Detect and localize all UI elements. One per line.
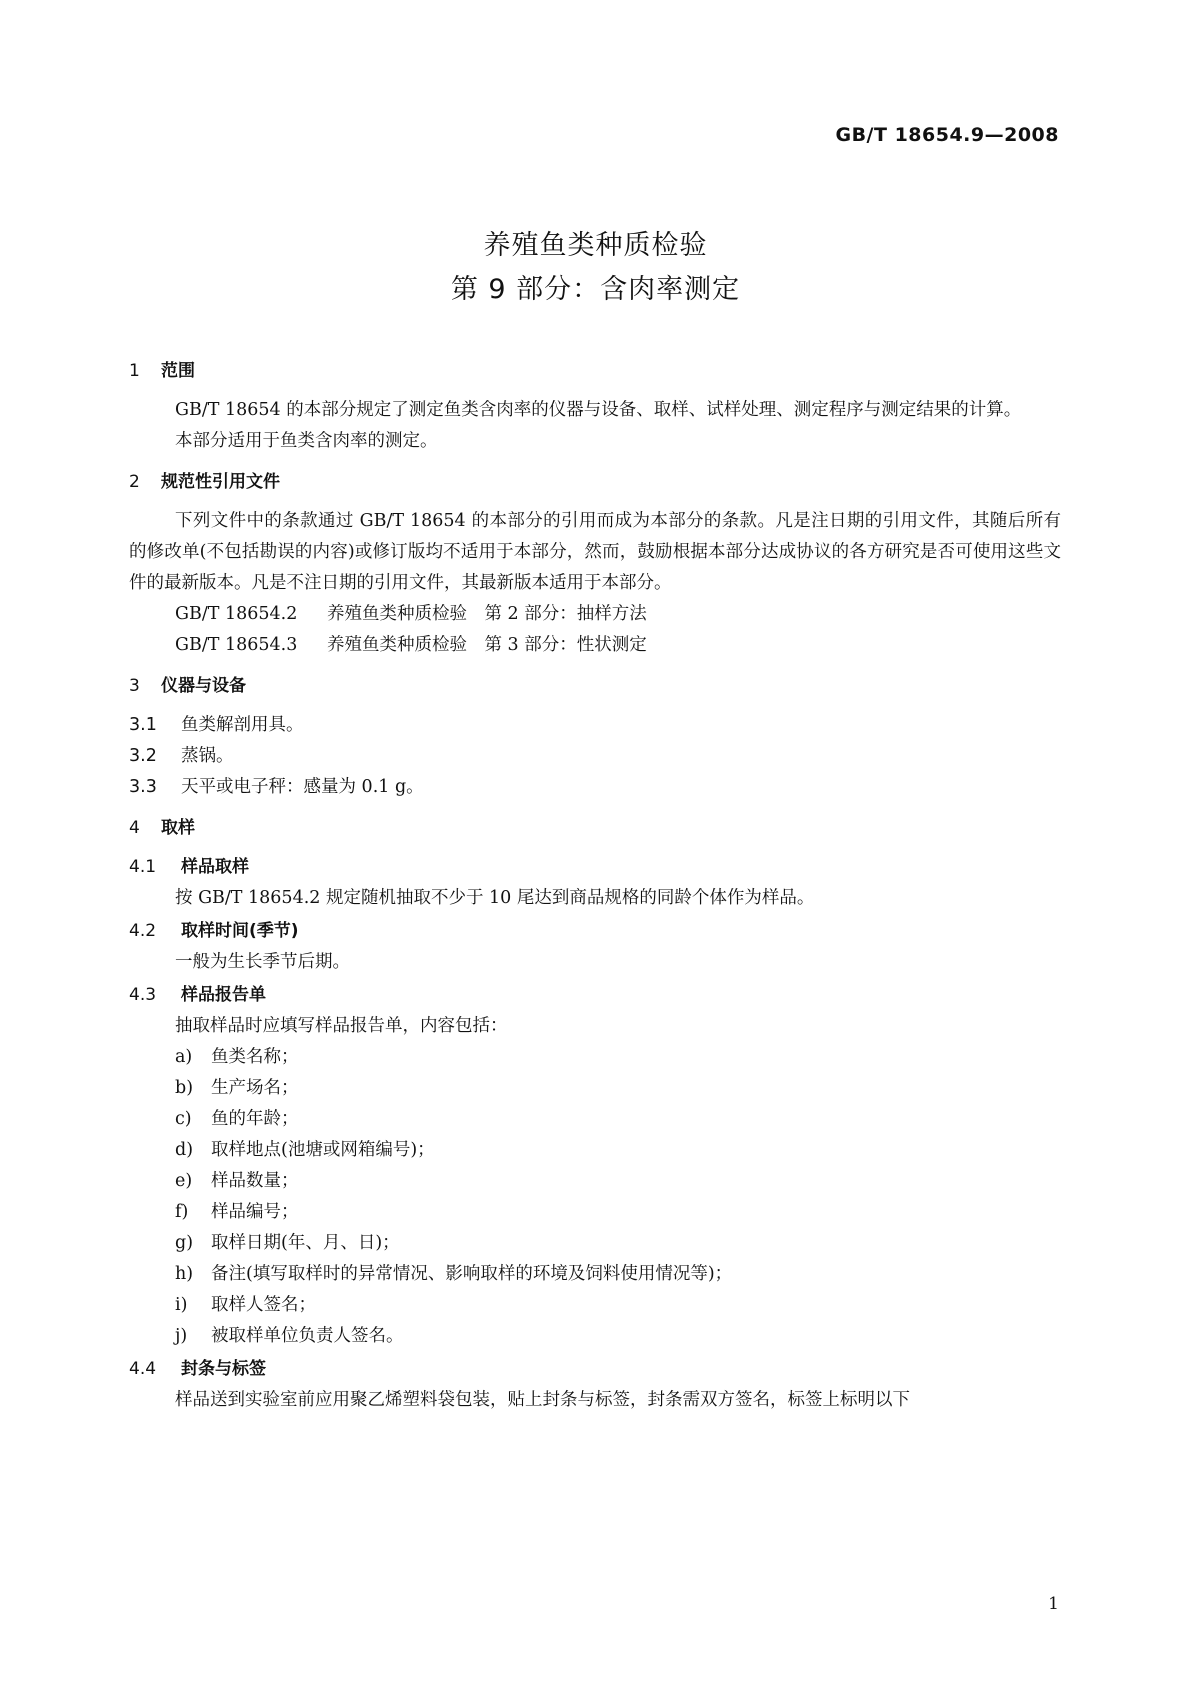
clause-number: 4.1: [129, 857, 157, 877]
clause-text: 天平或电子秤：感量为 0.1 g。: [181, 777, 424, 797]
list-marker: c): [175, 1109, 192, 1129]
paragraph: 本部分适用于鱼类含肉率的测定。: [175, 431, 438, 451]
list-item: [129, 1104, 1061, 1135]
document-title: [0, 224, 1191, 312]
list-text: 样品数量；: [211, 1171, 299, 1191]
normative-reference: [129, 630, 1061, 661]
section-number: 3: [129, 676, 140, 696]
paragraph: 下列文件中的条款通过 GB/T 18654 的本部分的引用而成为本部分的条款。凡是注日期的引用文件，其随后所有的修改单(不包括勘误的内容)或修订版均不适用于本部分，然而，鼓励根据本部分达成协议的各方研究是否可使用这些文件的最新版本。凡是不注日期的引用文件，其最新版本适用于本部分。: [129, 511, 1061, 593]
section-title: 范围: [161, 361, 195, 381]
paragraph: 抽取样品时应填写样品报告单，内容包括：: [175, 1016, 508, 1036]
clause-text: 蒸锅。: [181, 746, 234, 766]
list-text: 生产场名；: [211, 1078, 299, 1098]
list-marker: j): [175, 1326, 188, 1346]
list-item: [129, 1135, 1061, 1166]
list-text: 取样人签名；: [211, 1295, 316, 1315]
clause-number: 4.2: [129, 921, 157, 941]
list-item: [129, 1259, 1061, 1290]
list-item: [129, 1073, 1061, 1104]
section-title: 仪器与设备: [161, 676, 246, 696]
page-number: 1: [1048, 1594, 1059, 1614]
clause-number: 3.1: [129, 715, 157, 735]
normative-reference: [129, 599, 1061, 630]
list-item: [129, 1166, 1061, 1197]
clause-number: 3.3: [129, 777, 157, 797]
list-item: [129, 1290, 1061, 1321]
list-text: 鱼类名称；: [211, 1047, 299, 1067]
reference-title: 养殖鱼类种质检验 第 2 部分：抽样方法: [327, 604, 647, 624]
equipment-item: [129, 710, 1061, 741]
equipment-item: [129, 772, 1061, 803]
section-3-heading: [129, 671, 1061, 702]
subsection-4-1-heading: [129, 852, 1061, 883]
list-marker: h): [175, 1264, 194, 1284]
list-item: [129, 1197, 1061, 1228]
subsection-4-4-heading: [129, 1354, 1061, 1385]
list-marker: g): [175, 1233, 194, 1253]
standard-code: GB/T 18654.9—2008: [835, 124, 1059, 146]
list-text: 取样地点(池塘或网箱编号)；: [211, 1140, 435, 1160]
subsection-title: 封条与标签: [181, 1359, 266, 1379]
section-2-heading: [129, 467, 1061, 498]
section-4-heading: [129, 813, 1061, 844]
list-marker: d): [175, 1140, 194, 1160]
clause-number: 4.3: [129, 985, 157, 1005]
document-body: [129, 356, 1061, 1416]
list-text: 备注(填写取样时的异常情况、影响取样的环境及饲料使用情况等)；: [211, 1264, 733, 1284]
section-title: 规范性引用文件: [161, 472, 280, 492]
equipment-item: [129, 741, 1061, 772]
paragraph: 一般为生长季节后期。: [175, 952, 350, 972]
section-title: 取样: [161, 818, 195, 838]
list-item: [129, 1321, 1061, 1352]
paragraph: 样品送到实验室前应用聚乙烯塑料袋包装，贴上封条与标签，封条需双方签名，标签上标明以下: [175, 1390, 910, 1410]
clause-text: 鱼类解剖用具。: [181, 715, 304, 735]
list-text: 取样日期(年、月、日)；: [211, 1233, 400, 1253]
paragraph: GB/T 18654 的本部分规定了测定鱼类含肉率的仪器与设备、取样、试样处理、测定程序与测定结果的计算。: [175, 400, 1022, 420]
list-text: 样品编号；: [211, 1202, 299, 1222]
subsection-4-2-heading: [129, 916, 1061, 947]
section-1-heading: [129, 356, 1061, 387]
reference-code: GB/T 18654.3: [175, 635, 298, 655]
subsection-4-3-heading: [129, 980, 1061, 1011]
list-item: [129, 1228, 1061, 1259]
list-text: 被取样单位负责人签名。: [211, 1326, 404, 1346]
subsection-title: 样品取样: [181, 857, 249, 877]
list-marker: f): [175, 1202, 189, 1222]
reference-code: GB/T 18654.2: [175, 604, 298, 624]
reference-title: 养殖鱼类种质检验 第 3 部分：性状测定: [327, 635, 647, 655]
section-number: 1: [129, 361, 140, 381]
list-marker: i): [175, 1295, 188, 1315]
list-marker: b): [175, 1078, 194, 1098]
section-number: 2: [129, 472, 140, 492]
clause-number: 4.4: [129, 1359, 157, 1379]
subsection-title: 取样时间(季节): [181, 921, 299, 941]
list-marker: e): [175, 1171, 193, 1191]
section-number: 4: [129, 818, 140, 838]
list-item: [129, 1042, 1061, 1073]
paragraph: 按 GB/T 18654.2 规定随机抽取不少于 10 尾达到商品规格的同龄个体作为样品。: [175, 888, 815, 908]
subsection-title: 样品报告单: [181, 985, 266, 1005]
clause-number: 3.2: [129, 746, 157, 766]
title-line-2: 第 9 部分：含肉率测定: [450, 274, 741, 305]
title-line-1: 养殖鱼类种质检验: [483, 230, 708, 261]
list-marker: a): [175, 1047, 193, 1067]
list-text: 鱼的年龄；: [211, 1109, 299, 1129]
